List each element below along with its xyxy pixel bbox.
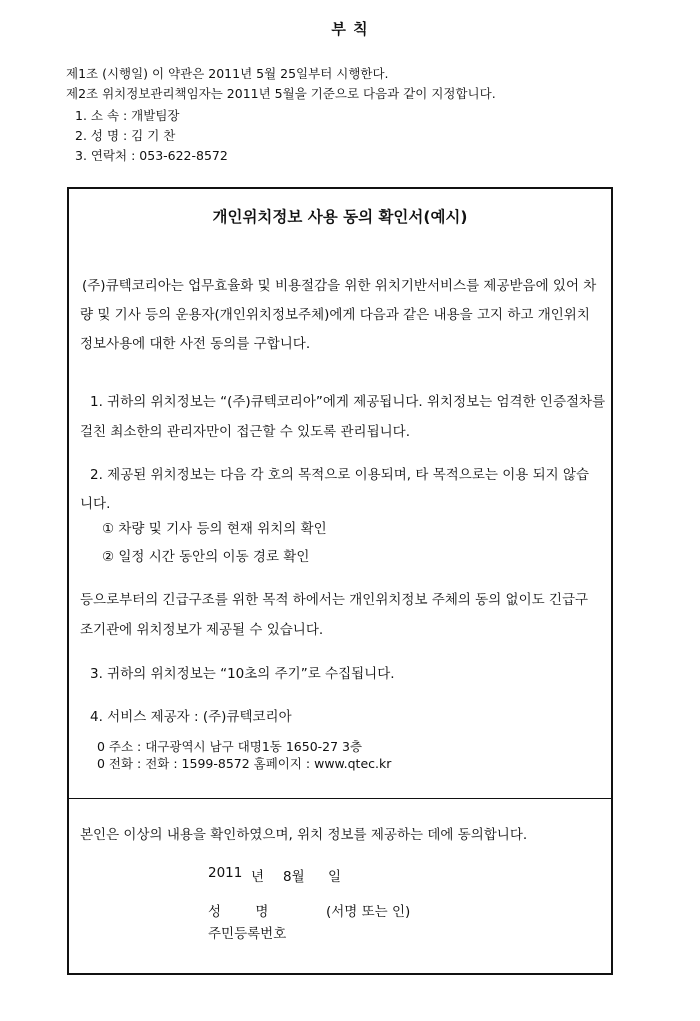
signature-label: (서명 또는 인) [326, 904, 411, 920]
manager-department: 1. 소 속 : 개발팀장 [75, 108, 180, 123]
name-label: 성 명 [208, 904, 269, 920]
date-year-unit: 년 [251, 869, 265, 885]
provider-address: 0 주소 : 대구광역시 남구 대명1동 1650-27 3층 [97, 739, 363, 754]
intro-line-3: 정보사용에 대한 사전 동의를 구합니다. [80, 336, 311, 352]
intro-line-2: 량 및 기사 등의 운용자(개인위치정보주체)에게 다음과 같은 내용을 고지 하고 개인위치 [80, 307, 590, 323]
emergency-line-2: 조기관에 위치정보가 제공될 수 있습니다. [80, 622, 324, 638]
supplementary-title: 부 칙 [331, 20, 369, 38]
consent-form-divider [67, 798, 613, 799]
date-year: 2011 [208, 865, 243, 881]
agreement-statement: 본인은 이상의 내용을 확인하였으며, 위치 정보를 제공하는 데에 동의합니다. [80, 827, 528, 843]
article-2: 제2조 위치정보관리책임자는 2011년 5월을 기준으로 다음과 같이 지정합니다. [66, 86, 496, 101]
article-1: 제1조 (시행일) 이 약관은 2011년 5월 25일부터 시행한다. [66, 66, 389, 81]
item-4: 4. 서비스 제공자 : (주)큐텍코리아 [90, 709, 292, 725]
consent-form-title: 개인위치정보 사용 동의 확인서(예시) [212, 208, 468, 226]
emergency-line-1: 등으로부터의 긴급구조를 위한 목적 하에서는 개인위치정보 주체의 동의 없이도 긴급구 [80, 592, 589, 608]
manager-name: 2. 성 명 : 김 기 찬 [75, 128, 176, 143]
provider-contact: 0 전화 : 전화 : 1599-8572 홈페이지 : www.qtec.kr [97, 756, 392, 771]
item-1-line-2: 걸친 최소한의 관리자만이 접근할 수 있도록 관리됩니다. [80, 424, 410, 440]
purpose-2: ② 일정 시간 동안의 이동 경로 확인 [102, 549, 310, 565]
resident-id-label: 주민등록번호 [208, 926, 287, 942]
purpose-1: ① 차량 및 기사 등의 현재 위치의 확인 [102, 521, 327, 537]
manager-contact: 3. 연락처 : 053-622-8572 [75, 148, 228, 163]
date-month: 8월 [283, 869, 305, 885]
intro-line-1: (주)큐텍코리아는 업무효율화 및 비용절감을 위한 위치기반서비스를 제공받음에 있어 차 [82, 278, 597, 294]
item-3: 3. 귀하의 위치정보는 “10초의 주기”로 수집됩니다. [90, 666, 395, 682]
item-1-line-1: 1. 귀하의 위치정보는 “(주)큐텍코리아”에게 제공됩니다. 위치정보는 엄격한 인증절차를 [90, 394, 606, 410]
item-2-line-1: 2. 제공된 위치정보는 다음 각 호의 목적으로 이용되며, 타 목적으로는 이용 되지 않습 [90, 467, 590, 483]
date-day-unit: 일 [328, 869, 342, 885]
item-2-line-2: 니다. [80, 496, 111, 512]
